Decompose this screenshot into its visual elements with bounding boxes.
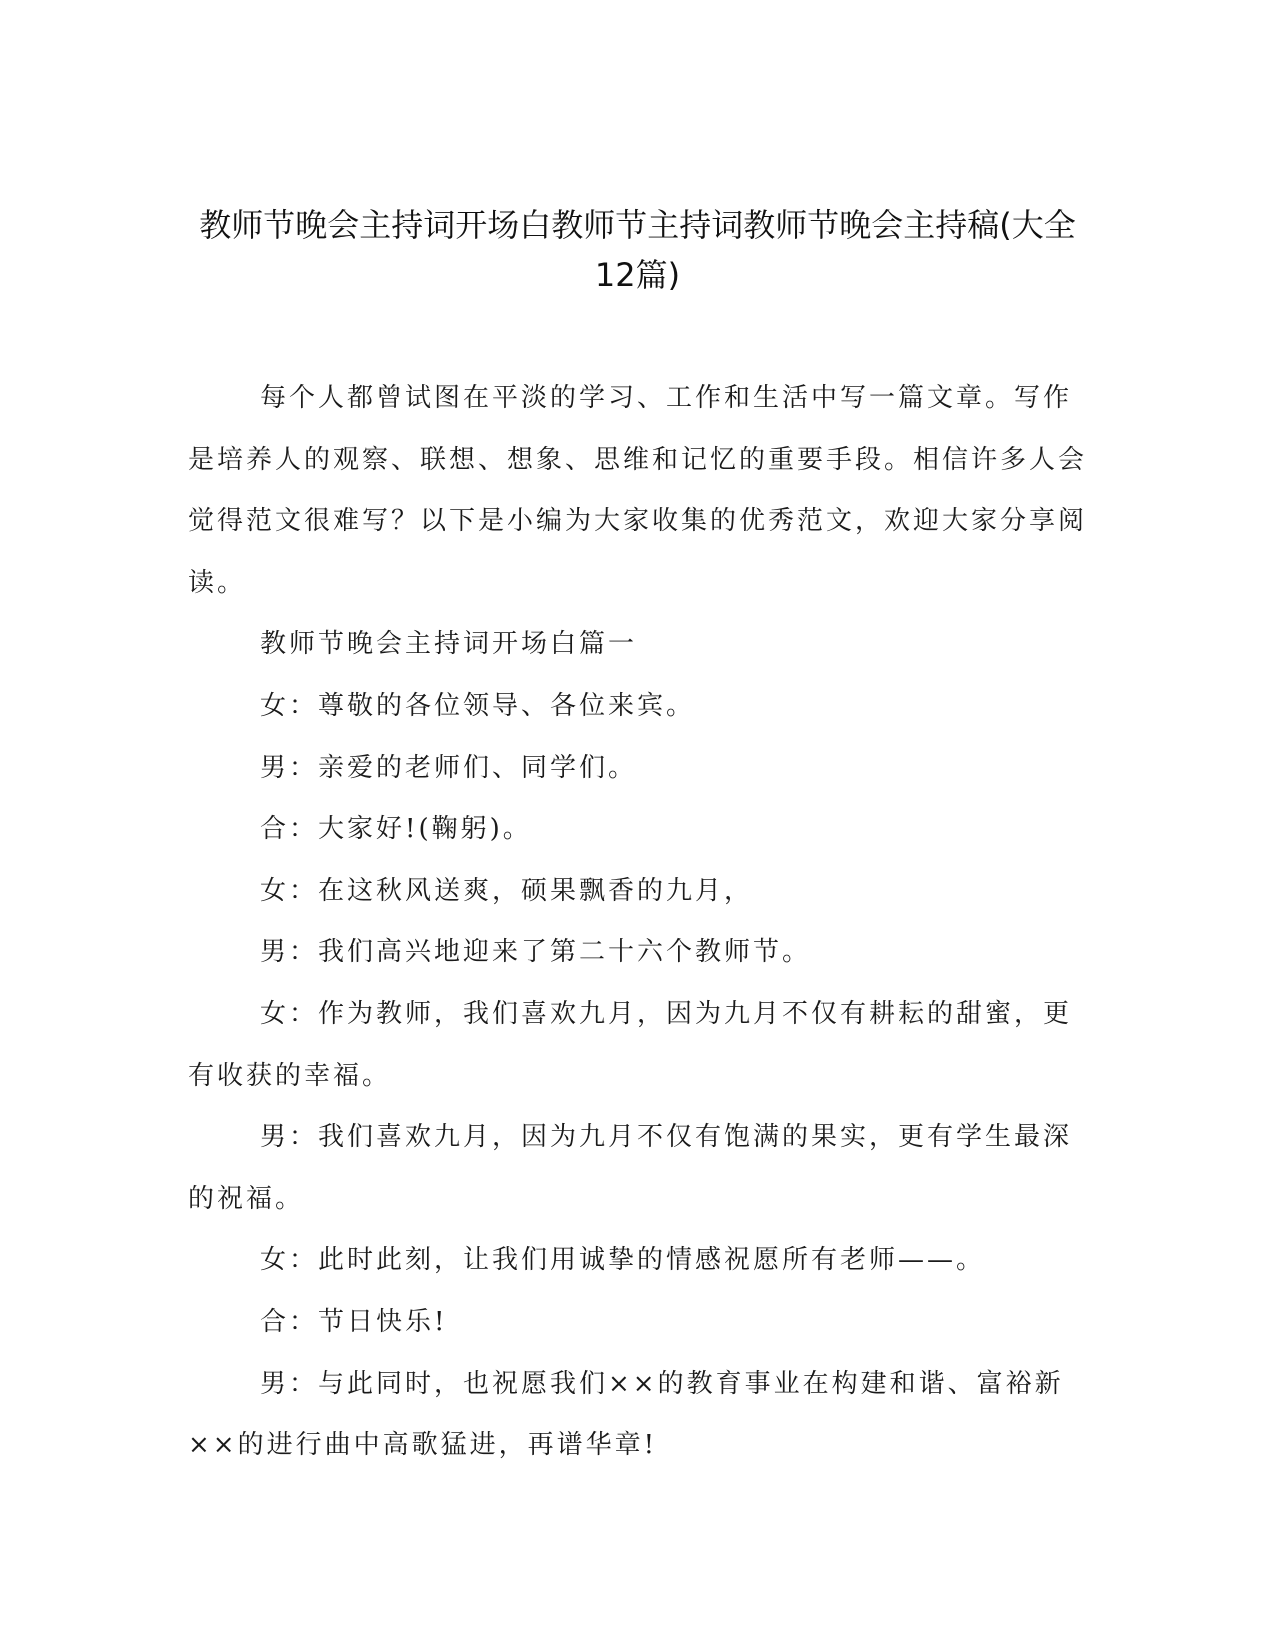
document-title: 教师节晚会主持词开场白教师节主持词教师节晚会主持稿(大全12篇)	[199, 206, 1076, 294]
section-heading: 教师节晚会主持词开场白篇一	[260, 629, 638, 660]
dialogue-line: 合：大家好!(鞠躬)。	[260, 814, 532, 845]
dialogue-line: 男：我们喜欢九月，因为九月不仅有饱满的果实，更有学生最深的祝福。	[188, 1122, 1073, 1214]
dialogue-line: 女：尊敬的各位领导、各位来宾。	[260, 690, 696, 721]
intro-paragraph: 每个人都曾试图在平淡的学习、工作和生活中写一篇文章。写作是培养人的观察、联想、想象、思维和记忆的重要手段。相信许多人会觉得范文很难写？以下是小编为大家收集的优秀范文，欢迎大家分享阅读。	[188, 383, 1088, 598]
dialogue-line: 女：此时此刻，让我们用诚挚的情感祝愿所有老师——。	[260, 1245, 986, 1276]
dialogue-line: 男：亲爱的老师们、同学们。	[260, 752, 638, 783]
dialogue-line: 男：我们高兴地迎来了第二十六个教师节。	[260, 937, 812, 968]
dialogue-line: 男：与此同时，也祝愿我们××的教育事业在构建和谐、富裕新××的进行曲中高歌猛进，再谱华章!	[188, 1368, 1064, 1461]
dialogue-line: 合：节日快乐!	[260, 1306, 448, 1337]
document-body	[188, 368, 1088, 1477]
dialogue-line: 女：在这秋风送爽，硕果飘香的九月，	[260, 875, 754, 906]
dialogue-line: 女：作为教师，我们喜欢九月，因为九月不仅有耕耘的甜蜜，更有收获的幸福。	[188, 998, 1073, 1091]
